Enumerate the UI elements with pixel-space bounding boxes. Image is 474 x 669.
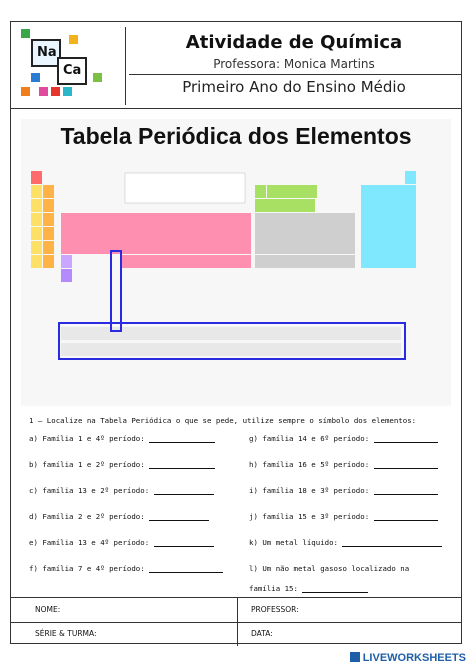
footer-divider <box>237 598 238 646</box>
answer-h-field[interactable] <box>374 460 438 469</box>
answer-j-field[interactable] <box>374 512 438 521</box>
name-label: NOME: <box>35 605 61 614</box>
question-a <box>29 434 215 443</box>
liveworksheets-icon <box>350 652 360 662</box>
question-k <box>249 538 442 547</box>
liveworksheets-brand[interactable] <box>350 652 466 664</box>
answer-f-field[interactable] <box>149 564 223 573</box>
question-d <box>29 512 209 521</box>
answer-b-field[interactable] <box>149 460 215 469</box>
question-a-label: a) Família 1 e 4º período: <box>29 434 145 443</box>
answer-a-field[interactable] <box>149 434 215 443</box>
answer-c-field[interactable] <box>154 486 214 495</box>
element-blocks-logo <box>17 27 126 105</box>
answer-i-field[interactable] <box>374 486 438 495</box>
teacher-name: Professora: Monica Martins <box>213 57 375 71</box>
question-j <box>249 512 438 521</box>
question-d-label: d) Família 2 e 2º período: <box>29 512 145 521</box>
answer-k-field[interactable] <box>342 538 442 547</box>
date-label: DATA: <box>251 629 273 638</box>
question-g <box>249 434 438 443</box>
question-f-label: f) família 7 e 4º período: <box>29 564 145 573</box>
worksheet-title: Atividade de Química <box>185 32 403 53</box>
question-e <box>29 538 214 547</box>
header-bottom-rule <box>11 108 461 109</box>
question-l <box>249 564 409 573</box>
answer-d-field[interactable] <box>149 512 209 521</box>
question-f <box>29 564 223 573</box>
question-j-label: j) família 15 e 3º período: <box>249 512 370 521</box>
question-b-label: b) família 1 e 2º período: <box>29 460 145 469</box>
student-info-footer <box>11 597 461 646</box>
question-b <box>29 460 215 469</box>
periodic-table-grid <box>21 119 451 406</box>
answer-e-field[interactable] <box>154 538 214 547</box>
question-i-label: i) família 18 e 3º período: <box>249 486 370 495</box>
question-l-continued <box>249 584 368 593</box>
answer-g-field[interactable] <box>374 434 438 443</box>
worksheet-header <box>11 22 461 108</box>
question-e-label: e) Família 13 e 4º período: <box>29 538 150 547</box>
worksheet-page <box>10 21 462 644</box>
grade-level: Primeiro Ano do Ensino Médio <box>182 78 406 96</box>
question-l-label: l) Um não metal gasoso localizado na <box>249 564 410 573</box>
periodic-table-image <box>21 119 451 406</box>
question-h <box>249 460 438 469</box>
brand-text: LIVEWORKSHEETS <box>362 652 466 664</box>
question-k-label: k) Um metal líquido: <box>249 538 338 547</box>
header-divider <box>129 74 461 75</box>
teacher-label: PROFESSOR: <box>251 605 299 614</box>
question-c <box>29 486 214 495</box>
question-g-label: g) família 14 e 6º período: <box>249 434 370 443</box>
question-i <box>249 486 438 495</box>
logo-symbol-na: Na <box>37 45 57 60</box>
footer-row-1 <box>11 598 461 623</box>
question-intro: 1 – Localize na Tabela Periódica o que se pede, utilize sempre o símbolo dos elementos: <box>29 416 417 425</box>
class-label: SÉRIE & TURMA: <box>35 629 97 638</box>
answer-l-field[interactable] <box>302 584 368 593</box>
logo-symbol-ca: Ca <box>63 63 82 78</box>
question-h-label: h) família 16 e 5º período: <box>249 460 370 469</box>
question-l-label-2: família 15: <box>249 584 298 593</box>
footer-row-2 <box>11 622 461 646</box>
question-c-label: c) família 13 e 2º período: <box>29 486 150 495</box>
periodic-table-title: Tabela Periódica dos Elementos <box>60 123 412 149</box>
